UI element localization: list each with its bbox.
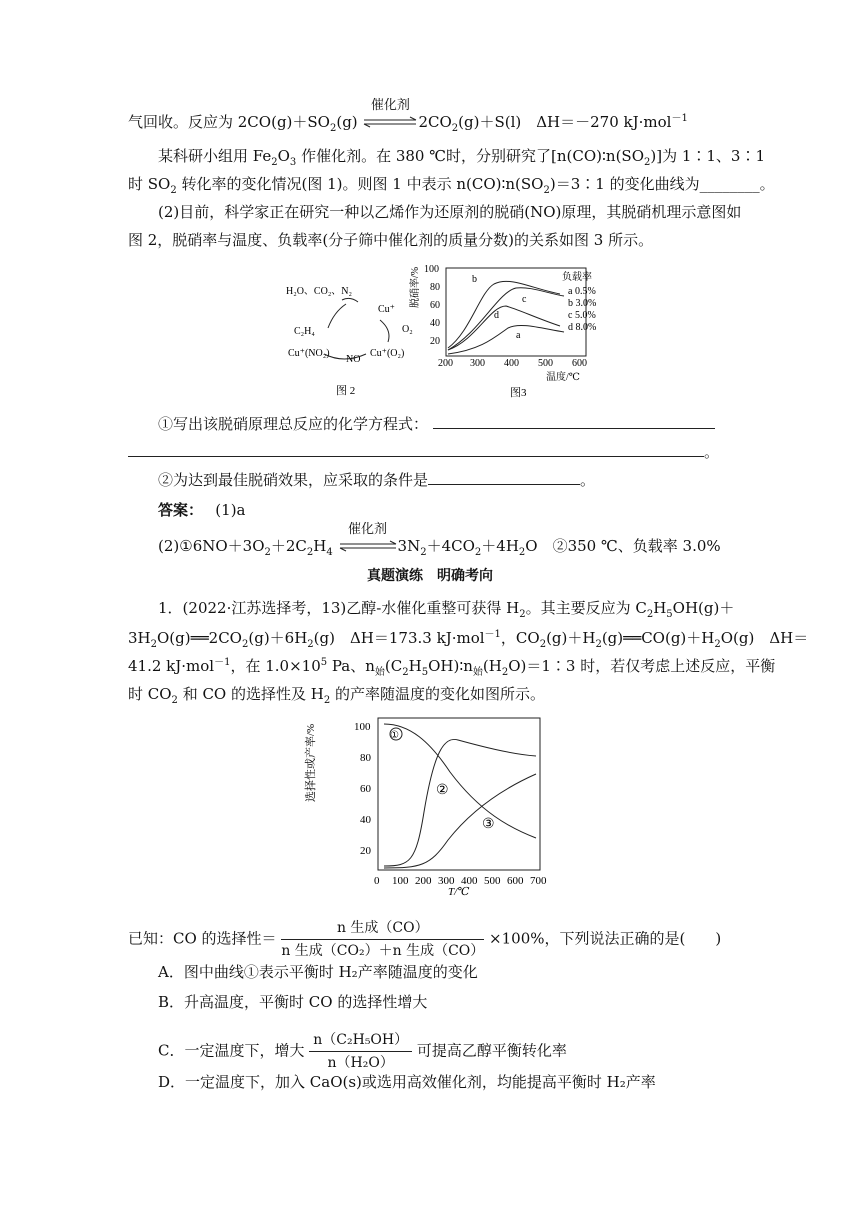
svg-text:b 3.0%: b 3.0% xyxy=(568,298,597,309)
svg-text:O₂: O₂ xyxy=(402,324,413,335)
option-b[interactable]: B．升高温度，平衡时 CO 的选择性增大 xyxy=(158,993,428,1011)
svg-text:60: 60 xyxy=(360,783,371,795)
curve-2 xyxy=(384,739,536,866)
reaction-line: 气回收。反应为 $2CO(g)+SO_2(g)$ 催化剂 $2CO_2(g)+S(l)$ ΔH＝－270 kJ·mol$^{-1}$ xyxy=(128,98,688,134)
fig2-products: H₂O、CO₂、N₂ xyxy=(286,286,353,297)
svg-text:40: 40 xyxy=(360,814,371,826)
answer-line-2: $(2)①6NO+3O_2+2C_2H_4$ 催化剂 $3N_2+4CO_2+4H_2O$ ②350 ℃、负载率 3.0% xyxy=(158,522,721,558)
svg-text:80: 80 xyxy=(360,752,371,764)
problem-line: $3H_2O(g)══2CO_2(g)+6H_2(g)$ ΔH＝173.3 kJ·mol$^{-1}$，$CO_2(g)+H_2(g)══CO(g)+H_2O(g)$ ΔH＝ xyxy=(128,629,809,650)
svg-text:60: 60 xyxy=(430,300,440,311)
svg-text:d 8.0%: d 8.0% xyxy=(568,322,597,333)
svg-text:Cu⁺: Cu⁺ xyxy=(378,304,395,315)
svg-text:Cu⁺(O₂): Cu⁺(O₂) xyxy=(370,348,405,359)
svg-text:a: a xyxy=(516,330,521,341)
fraction: $\frac{\text{n（C₂H₅OH）}}{\text{n（H₂O）}}$ xyxy=(309,1030,412,1073)
svg-text:40: 40 xyxy=(430,318,440,329)
svg-text:100: 100 xyxy=(392,875,409,887)
svg-text:c: c xyxy=(522,294,527,305)
svg-text:200: 200 xyxy=(438,358,453,369)
svg-text:c 5.0%: c 5.0% xyxy=(568,310,596,321)
answer-blank[interactable] xyxy=(428,470,580,485)
svg-text:C₂H₄: C₂H₄ xyxy=(294,326,315,337)
svg-text:100: 100 xyxy=(424,264,439,275)
svg-text:0: 0 xyxy=(374,875,380,887)
fraction: $\frac{\text{n 生成（CO）}}{\text{n 生成（CO₂）＋n 生成（CO）}}$ xyxy=(281,920,485,959)
question-1-cont: 。 xyxy=(128,442,719,462)
svg-text:200: 200 xyxy=(415,875,432,887)
svg-text:a 0.5%: a 0.5% xyxy=(568,286,596,297)
svg-text:700: 700 xyxy=(530,875,547,887)
fig4-ylabel: 选择性或产率/% xyxy=(305,723,317,802)
answer-line: 答案： (1)a xyxy=(158,501,246,519)
selectivity-chart xyxy=(305,712,560,898)
svg-text:d: d xyxy=(494,310,499,321)
cycle-arrow xyxy=(380,320,389,342)
svg-text:温度/℃: 温度/℃ xyxy=(546,372,580,383)
paragraph-line: 图 2，脱硝率与温度、负载率(分子筛中催化剂的质量分数)的关系如图 3 所示。 xyxy=(128,231,654,249)
answer-blank[interactable] xyxy=(128,442,704,457)
curve-c xyxy=(448,288,564,350)
section-heading: 真题演练 明确考向 xyxy=(367,568,493,584)
svg-text:400: 400 xyxy=(461,875,478,887)
fig3-caption: 图3 xyxy=(510,387,527,399)
option-a[interactable]: A．图中曲线①表示平衡时 H₂产率随温度的变化 xyxy=(158,963,478,981)
known-line: 已知：CO 的选择性＝ $\frac{\text{n 生成（CO）}}{\text{n 生成（CO₂）＋n 生成（CO）}}$ ×100%，下列说法正确的是( ) xyxy=(128,920,722,959)
svg-text:500: 500 xyxy=(538,358,553,369)
answer-blank[interactable] xyxy=(433,414,715,429)
fig2-caption: 图 2 xyxy=(336,385,356,397)
svg-text:T/℃: T/℃ xyxy=(448,886,470,898)
svg-text:负载率: 负载率 xyxy=(562,272,592,283)
paragraph-line: 时 $SO_2$ 转化率的变化情况(图 1)。则图 1 中表示 $n(CO)∶n(SO_2)=3∶1$ 的变化曲线为________。 xyxy=(128,175,775,196)
svg-text:③: ③ xyxy=(482,817,495,832)
svg-text:b: b xyxy=(472,274,477,285)
svg-text:300: 300 xyxy=(470,358,485,369)
equilibrium-arrow-icon xyxy=(338,541,398,551)
svg-text:20: 20 xyxy=(430,336,440,347)
cycle-arrow xyxy=(328,304,346,328)
fig3-ylabel: 脱硝率/% xyxy=(410,266,421,308)
svg-text:②: ② xyxy=(436,783,449,798)
problem-line: 时 $CO_2$ 和 CO 的选择性及 $H_2$ 的产率随温度的变化如图所示。 xyxy=(128,685,546,706)
svg-text:Cu⁺(NO₂): Cu⁺(NO₂) xyxy=(288,348,330,359)
svg-text:20: 20 xyxy=(360,845,371,857)
problem-line: 41.2 kJ·mol$^{-1}$，在 $1.0\times 10^5$ Pa、$n_始(C_2H_5OH)∶n_始(H_2O)=1∶3$ 时，若仅考虑上述反应，平衡 xyxy=(128,657,776,678)
option-d[interactable]: D．一定温度下，加入 CaO(s)或选用高效催化剂，均能提高平衡时 H₂产率 xyxy=(158,1073,656,1091)
question-2: ②为达到最佳脱硝效果，应采取的条件是 。 xyxy=(158,471,596,489)
figure-2-mechanism xyxy=(284,276,424,400)
figure-3-chart xyxy=(410,262,620,400)
paragraph-line: (2)目前，科学家正在研究一种以乙烯作为还原剂的脱硝(NO)原理，其脱硝机理示意图如 xyxy=(158,203,742,221)
equilibrium-arrow-icon xyxy=(362,117,418,127)
svg-text:80: 80 xyxy=(430,282,440,293)
curve-1 xyxy=(384,724,536,838)
svg-text:NO: NO xyxy=(346,354,361,365)
paragraph-line: 某科研小组用 $Fe_2O_3$ 作催化剂。在 380 ℃时，分别研究了$[n(CO)∶n(SO_2)]$为 1∶1、3∶1 xyxy=(158,147,766,168)
curve-3 xyxy=(384,774,536,868)
svg-text:600: 600 xyxy=(507,875,524,887)
catalyst-arrow: 催化剂 xyxy=(362,112,418,132)
option-c[interactable]: C．一定温度下，增大 $\frac{\text{n（C₂H₅OH）}}{\text{n（H₂O）}}$ 可提高乙醇平衡转化率 xyxy=(158,1032,567,1071)
question-1: ①写出该脱硝原理总反应的化学方程式： xyxy=(158,414,715,434)
svg-text:500: 500 xyxy=(484,875,501,887)
svg-text:300: 300 xyxy=(438,875,455,887)
svg-text:①: ① xyxy=(390,730,399,741)
problem-line: 1．(2022·江苏选择考，13)乙醇-水催化重整可获得 $H_2$。其主要反应为 $C_2H_5OH(g)+$ xyxy=(158,599,735,620)
svg-text:400: 400 xyxy=(504,358,519,369)
svg-text:600: 600 xyxy=(572,358,587,369)
svg-text:100: 100 xyxy=(354,721,371,733)
